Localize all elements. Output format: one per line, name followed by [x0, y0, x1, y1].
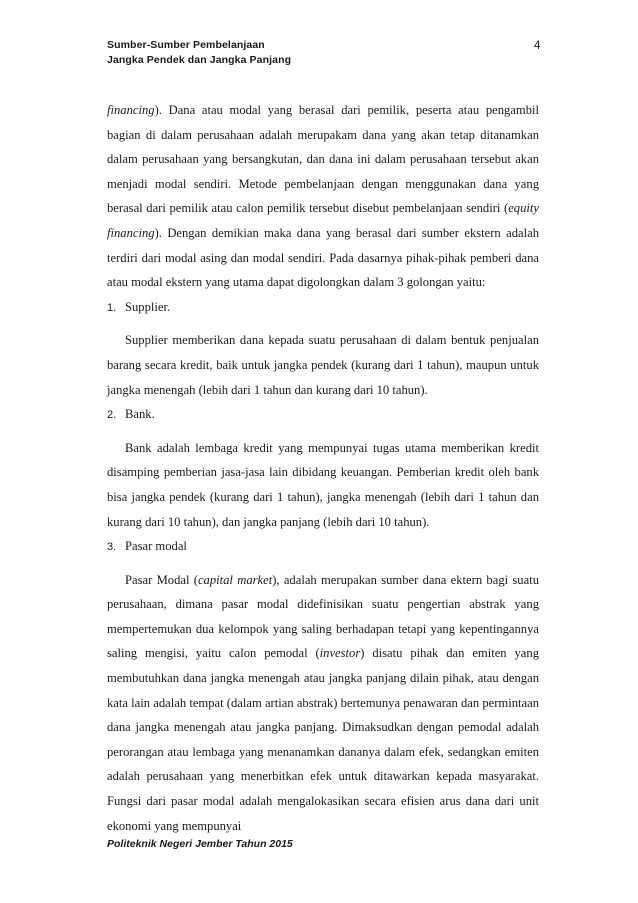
pasar-modal-text-part1: Pasar Modal (: [125, 572, 198, 587]
list-title-bank: Bank.: [125, 407, 155, 422]
intro-italic-financing: financing: [107, 103, 155, 117]
running-header: [107, 38, 547, 68]
list-item-supplier-heading: [107, 295, 539, 321]
pasar-modal-text-part3: ) disatu pihak dan emiten yang membutuhkan dana jangka menengah atau jangka panjang dilain pihak, atau dengan kata lain adalah tempat (dalam artian abstrak) bertemunya penawaran dan permintaan dana jangka menengah atau jangka panjang. Dimaksudkan dengan pemodal adalah perorangan atau lembaga yang menanamkan dananya dalam efek, sedangkan emiten adalah perusahaan yang menerbitkan efek untuk ditawarkan kepada masyarakat. Fungsi dari pasar modal adalah mengalokasikan secara efisien arus dana dari unit ekonomi yang mempunyai: [107, 646, 539, 833]
list-title-supplier: Supplier.: [125, 299, 171, 314]
list-item-pasar-modal-heading: [107, 534, 539, 560]
pasar-modal-italic-capital-market: capital market: [197, 572, 273, 587]
pasar-modal-italic-investor: investor: [319, 646, 361, 661]
page-footer: Politeknik Negeri Jember Tahun 2015: [107, 838, 293, 850]
header-title-line2: Jangka Pendek dan Jangka Panjang: [107, 54, 292, 66]
list-item-bank-heading: [107, 402, 539, 428]
pasar-modal-paragraph: [107, 568, 539, 839]
pasar-modal-text-part2: ), adalah merupakan sumber dana ektern bagi suatu perusahaan, dimana pasar modal didefinisikan suatu pengertian abstrak yang mempertemukan dua kelompok yang saling berhadapan tetapi yang kepentingannya saling mengisi, yaitu calon pemodal (: [107, 572, 539, 661]
intro-italic-equity-financing: equity financing: [107, 201, 539, 240]
intro-text-part1: ). Dana atau modal yang berasal dari pemilik, peserta atau pengambil bagian di dalam perusahaan adalah merupakam dana yang akan tetap ditanamkan dalam perusahaan yang bersangkutan, dan dana ini dalam perusahaan tersebut akan menjadi modal sendiri. Metode pembelanjaan dengan menggunakan dana yang berasal dari pemilik atau calon pemilik tersebut disebut pembelanjaan sendiri (: [107, 103, 539, 216]
list-number-2: 2.: [107, 409, 117, 422]
bank-paragraph: Bank adalah lembaga kredit yang mempunyai tugas utama memberikan kredit disamping pemberian jasa-jasa lain dibidang keuangan. Pemberian kredit oleh bank bisa jangka pendek (kurang dari 1 tahun), jangka menengah (lebih dari 1 tahun dan kurang dari 10 tahun), dan jangka panjang (lebih dari 10 tahun).: [107, 440, 539, 529]
list-title-pasar-modal: Pasar modal: [125, 539, 187, 554]
document-body: [107, 98, 539, 838]
list-number-3: 3.: [107, 541, 117, 554]
intro-text-part2: ). Dengan demikian maka dana yang berasal dari sumber ekstern adalah terdiri dari modal asing dan modal sendiri. Pada dasarnya pihak-pihak pemberi dana atau modal ekstern yang utama dapat digolongkan dalam 3 golongan yaitu:: [107, 225, 539, 290]
header-title-line1: Sumber-Sumber Pembelanjaan: [107, 39, 265, 51]
list-number-1: 1.: [107, 301, 117, 314]
page-number: 4: [534, 40, 541, 52]
supplier-paragraph: Supplier memberikan dana kepada suatu perusahaan di dalam bentuk penjualan barang secara kredit, baik untuk jangka pendek (kurang dari 1 tahun), maupun untuk jangka menengah (lebih dari 1 tahun dan kurang dari 10 tahun).: [107, 333, 539, 397]
intro-paragraph: [107, 98, 539, 295]
